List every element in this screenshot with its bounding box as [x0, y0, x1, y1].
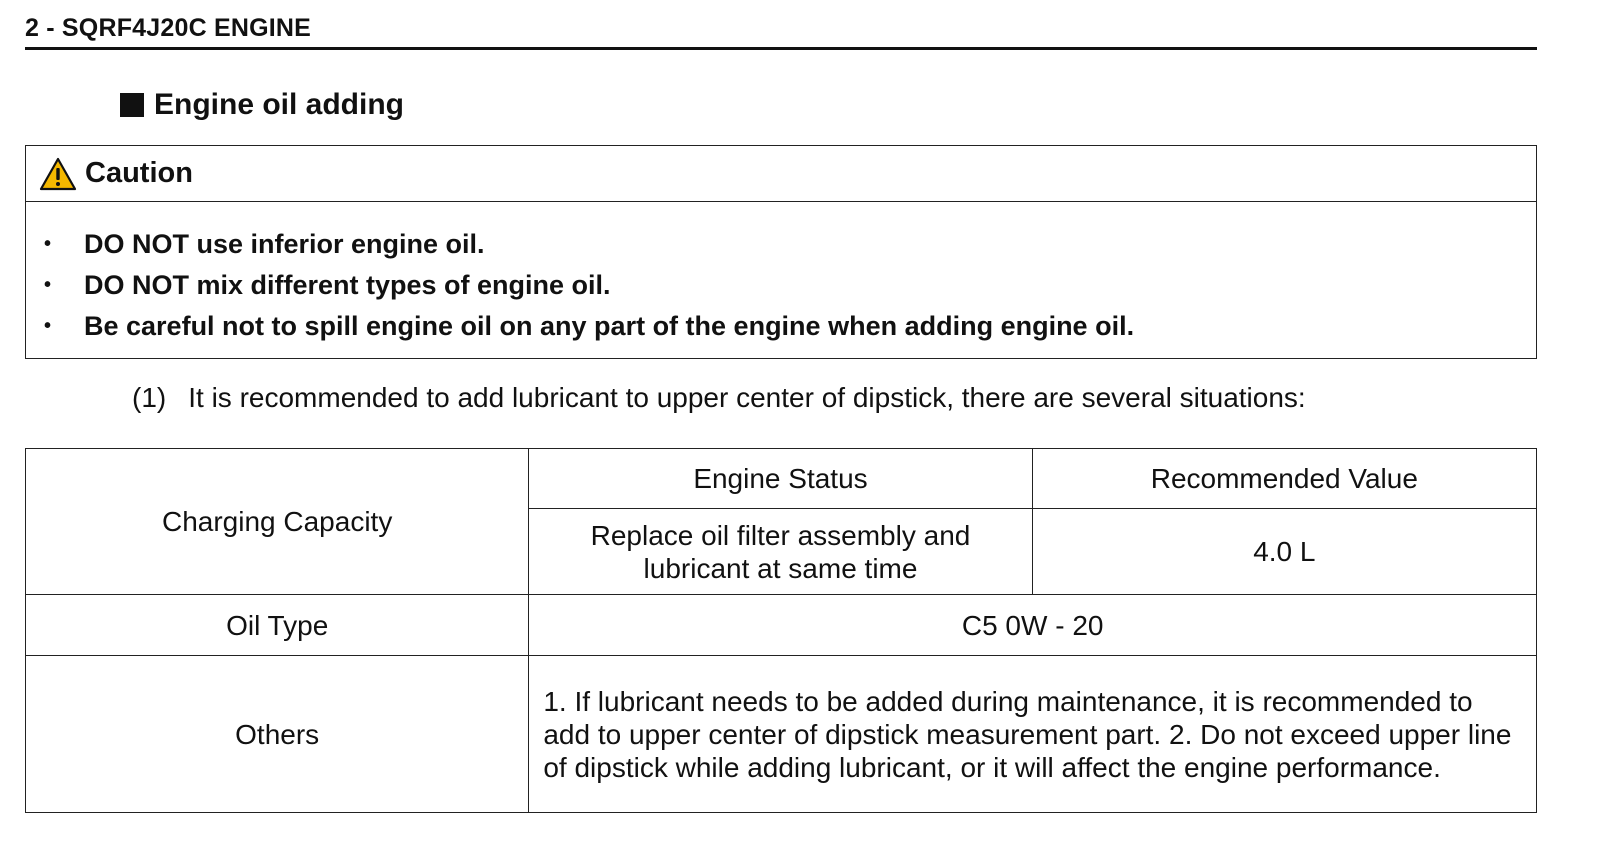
table-row [26, 656, 1537, 813]
chapter-title: 2 - SQRF4J20C ENGINE [25, 14, 312, 42]
caution-item [26, 306, 1536, 347]
warning-triangle-icon [39, 157, 77, 191]
engine-status-cell [529, 509, 1032, 595]
caution-list [26, 202, 1536, 347]
caution-item-text: DO NOT use inferior engine oil. [84, 229, 485, 259]
section-heading [120, 88, 404, 122]
others-value: 1. If lubricant needs to be added during maintenance, it is recommended to add to upper center of dipstick measurement part. 2. Do not exceed upper line of dipstick while adding lubricant, or it will affect the engine performance. [529, 656, 1537, 813]
caution-label: Caution [85, 157, 193, 189]
square-bullet-icon [120, 93, 144, 117]
section-title: Engine oil adding [154, 88, 404, 121]
caution-item-text: DO NOT mix different types of engine oil. [84, 270, 611, 300]
step-paragraph [132, 382, 1306, 414]
step-text: It is recommended to add lubricant to upper center of dipstick, there are several situations: [188, 382, 1306, 413]
caution-box [25, 145, 1537, 359]
oil-type-value: C5 0W - 20 [529, 595, 1537, 656]
step-number: (1) [132, 382, 167, 413]
oil-type-label: Oil Type [26, 595, 529, 656]
engine-status-line: Replace oil filter assembly and [590, 519, 971, 551]
caution-header [26, 146, 1536, 202]
bullet: • [44, 315, 52, 337]
caution-item-text: Be careful not to spill engine oil on any part of the engine when adding engine oil. [84, 311, 1135, 341]
bullet: • [44, 233, 52, 255]
table-row [26, 449, 1537, 509]
page-header [25, 12, 1537, 50]
caution-item [26, 224, 1536, 265]
caution-item [26, 265, 1536, 306]
recommended-value-header: Recommended Value [1032, 449, 1536, 509]
table-row [26, 595, 1537, 656]
recommended-value-cell: 4.0 L [1032, 509, 1536, 595]
engine-status-header: Engine Status [529, 449, 1032, 509]
others-label: Others [26, 656, 529, 813]
spec-table [25, 448, 1537, 813]
bullet: • [44, 274, 52, 296]
engine-status-line: lubricant at same time [643, 552, 918, 584]
charging-capacity-label: Charging Capacity [26, 449, 529, 595]
